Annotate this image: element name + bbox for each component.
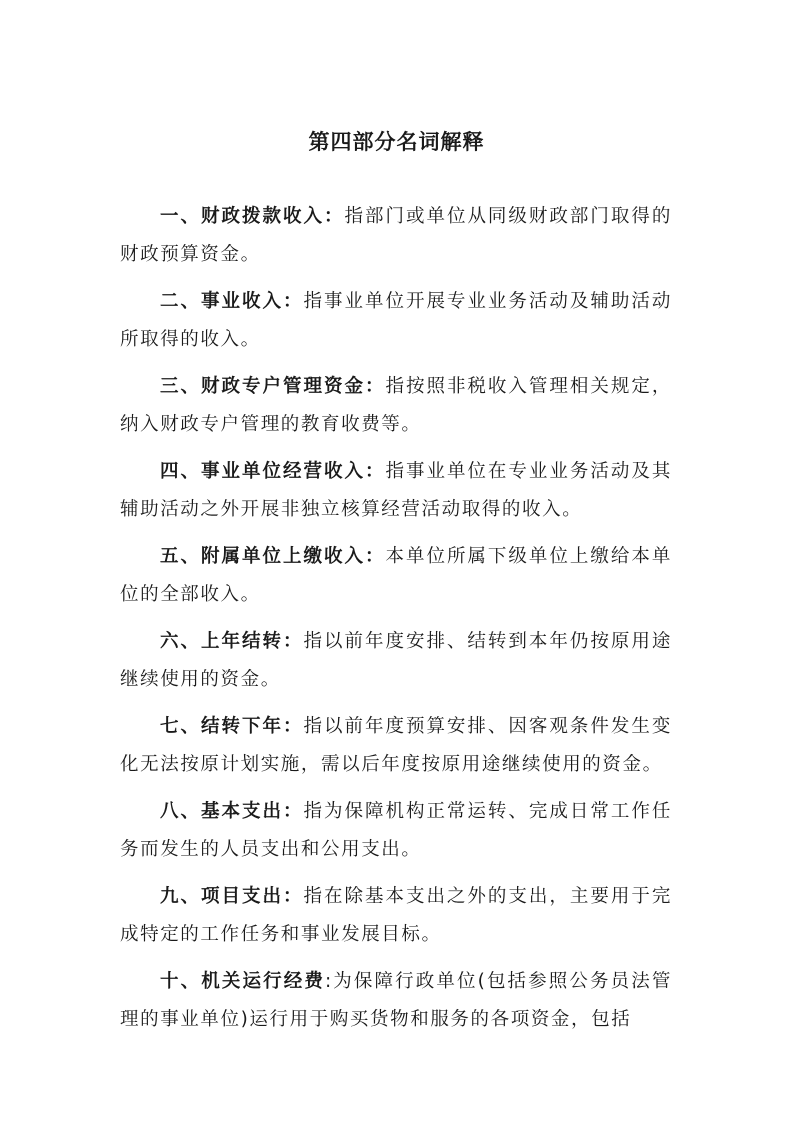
glossary-term: 九、项目支出：: [160, 886, 304, 907]
glossary-entry: [120, 623, 672, 698]
glossary-entry: [120, 708, 672, 783]
glossary-term: 四、事业单位经营收入：: [160, 461, 386, 482]
glossary-term: 二、事业收入：: [160, 291, 304, 312]
glossary-term: 三、财政专户管理资金：: [160, 376, 386, 397]
glossary-entry: [120, 878, 672, 953]
glossary-term: 一、财政拨款收入：: [160, 206, 345, 227]
page-title: 第四部分名词解释: [308, 130, 485, 154]
glossary-entry: [120, 368, 672, 443]
glossary-definition: 指在除基本支出之外的支出，主要用于完成特定的工作任务和事业发展目标。: [120, 886, 672, 945]
glossary-entry: [120, 793, 672, 868]
glossary-entry: [120, 283, 672, 358]
glossary-entry: [120, 453, 672, 528]
glossary-entry: [120, 198, 672, 273]
glossary-term: 八、基本支出：: [160, 801, 304, 822]
glossary-definition: 指按照非税收入管理相关规定，纳入财政专户管理的教育收费等。: [120, 376, 672, 435]
glossary-definition: 本单位所属下级单位上缴给本单位的全部收入。: [120, 546, 672, 605]
glossary-definition: 指事业单位在专业业务活动及其辅助活动之外开展非独立核算经营活动取得的收入。: [120, 461, 672, 520]
glossary-definition: 指事业单位开展专业业务活动及辅助活动所取得的收入。: [120, 291, 672, 350]
glossary-definition: :为保障行政单位(包括参照公务员法管理的事业单位)运行用于购买货物和服务的各项资金，包括: [120, 971, 672, 1030]
glossary-definition: 指以前年度预算安排、因客观条件发生变化无法按原计划实施，需以后年度按原用途继续使用的资金。: [120, 716, 672, 775]
glossary-term: 六、上年结转：: [160, 631, 304, 652]
glossary-term: 七、结转下年：: [160, 716, 304, 737]
glossary-definition: 指为保障机构正常运转、完成日常工作任务而发生的人员支出和公用支出。: [120, 801, 672, 860]
glossary-term: 五、附属单位上缴收入：: [160, 546, 386, 567]
glossary-list: [120, 198, 672, 1048]
glossary-entry: [120, 963, 672, 1038]
glossary-term: 十、机关运行经费: [160, 971, 325, 992]
glossary-definition: 指部门或单位从同级财政部门取得的财政预算资金。: [120, 206, 672, 265]
glossary-definition: 指以前年度安排、结转到本年仍按原用途继续使用的资金。: [120, 631, 672, 690]
glossary-entry: [120, 538, 672, 613]
